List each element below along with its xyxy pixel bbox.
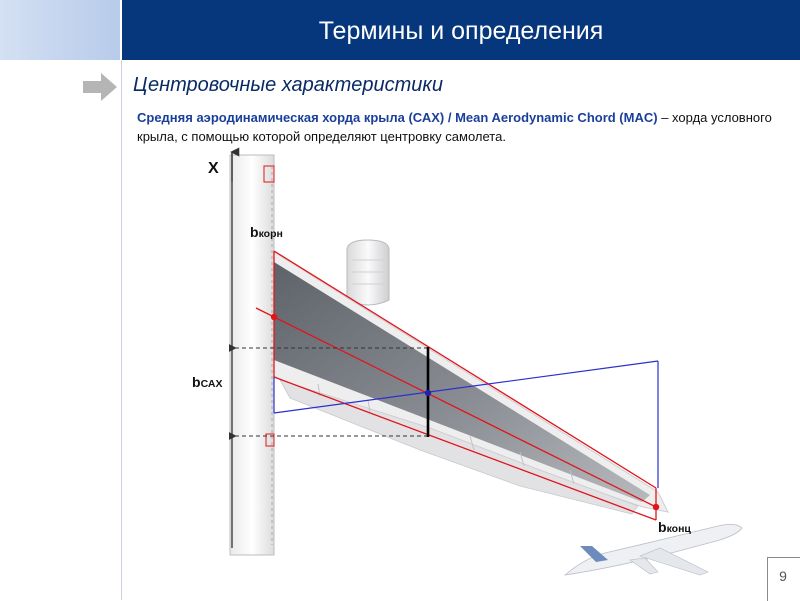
b-root-label-sub: корн [258, 228, 283, 240]
section-title: Центровочные характеристики [133, 74, 443, 96]
mac-intersection-point [425, 390, 431, 396]
definition-term: Средняя аэродинамическая хорда крыла (САХ) / Mean Aerodynamic Chord (MAC) [137, 110, 658, 125]
b-tip-label-main: b [658, 519, 667, 535]
b-mac-label [192, 374, 222, 390]
page-number: 9 [779, 568, 787, 584]
b-tip-label-sub: конц [666, 523, 691, 535]
b-root-label-main: b [250, 224, 259, 240]
aircraft-silhouette [565, 524, 742, 575]
root-midchord-point [271, 314, 277, 320]
fuselage [230, 152, 274, 555]
definition-dash: – [657, 110, 673, 125]
x-axis-label: X [208, 160, 219, 177]
engine-nacelle [347, 240, 389, 305]
tip-midchord-point [653, 504, 659, 510]
definition-text: хорда условного крыла, с помощью которой определяют центровку самолета. [137, 110, 772, 144]
b-mac-label-main: b [192, 374, 201, 390]
b-mac-label-sub: САХ [200, 378, 223, 390]
b-root-label [250, 224, 283, 240]
b-tip-label [658, 519, 691, 535]
wing [274, 252, 668, 514]
page-title: Термины и определения [318, 17, 604, 45]
